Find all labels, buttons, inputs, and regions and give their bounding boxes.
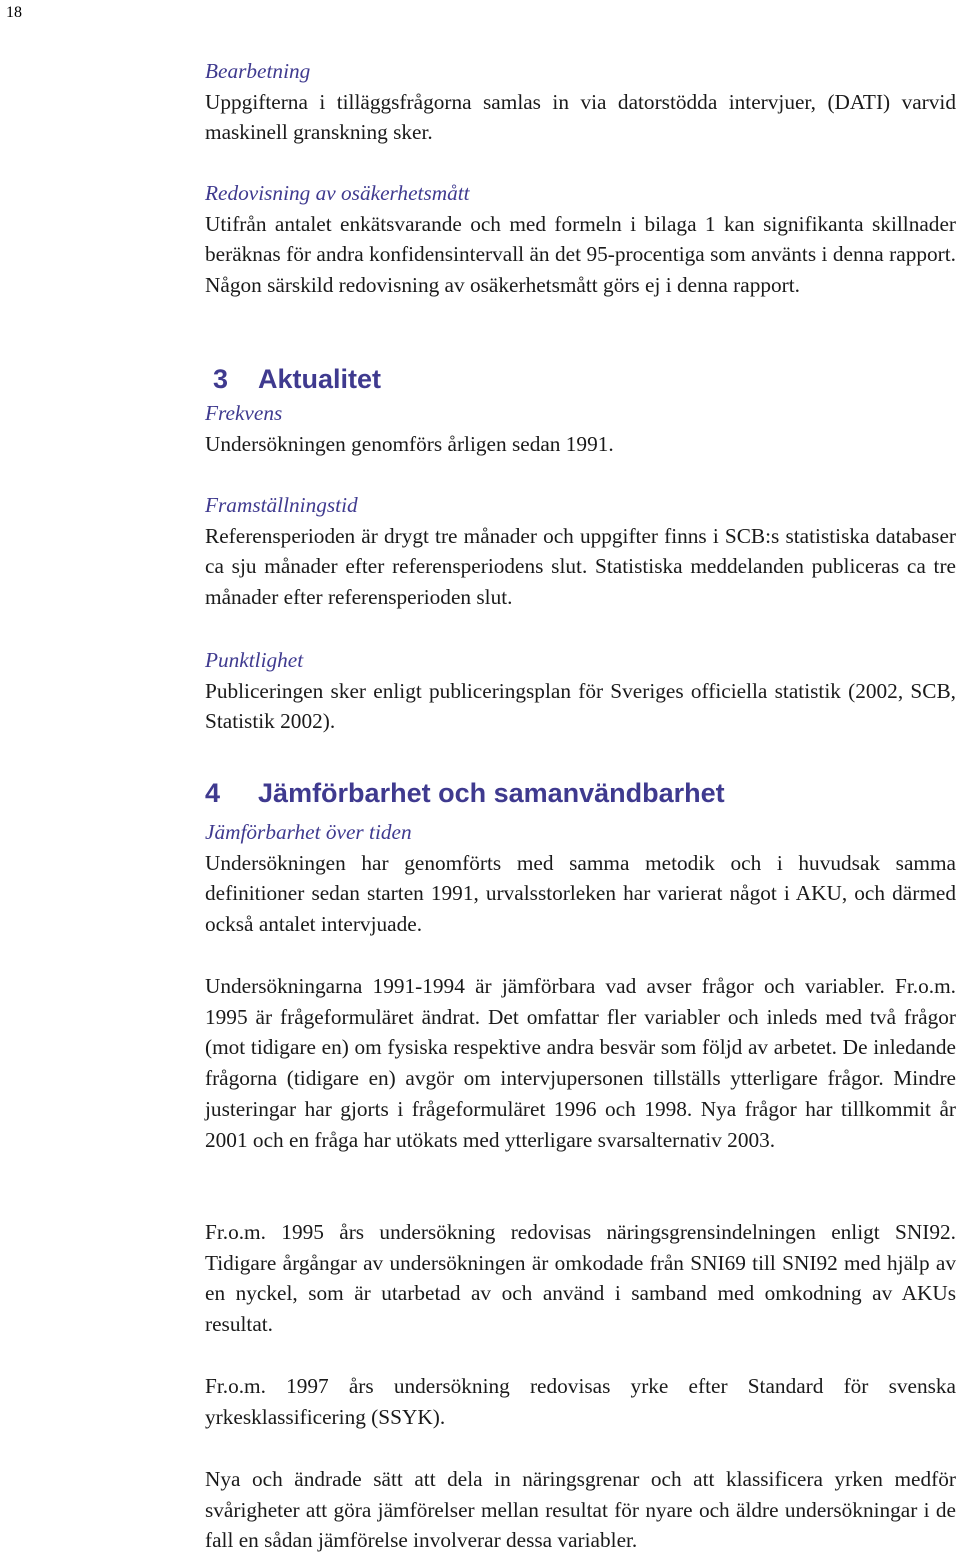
subheading-redovisning: Redovisning av osäkerhetsmått — [205, 181, 470, 205]
subsection-punktlighet — [205, 645, 956, 737]
subheading-punktlighet: Punktlighet — [205, 648, 304, 672]
paragraph-2: Undersökningarna 1991-1994 är jämförbara vad avser frågor och variabler. Fr.o.m. 1995 är frågeformuläret ändrat. Det omfattar fler variabler och inleds med två frågor (mot tidigare en) om fysiska respektive andra besvär som följd av arbetet. De inledande frågorna (tidigare en) avgör om intervjupersonen tillställs ytterligare frågor. Mindre justeringar har gjorts i frågeformuläret 1996 och 1998. Nya frågor har tillkommit år 2001 och en fråga har utökats med ytterligare svarsalternativ 2003. — [205, 974, 956, 1152]
section-redovisning — [205, 178, 956, 301]
subheading-frekvens: Frekvens — [205, 401, 283, 425]
paragraph-block-3 — [205, 1217, 956, 1340]
section-heading-jamforbarhet — [205, 777, 725, 809]
section-number: 3 — [213, 364, 229, 394]
section-number: 4 — [205, 778, 221, 808]
section-bearbetning — [205, 56, 956, 148]
paragraph-punktlighet: Publiceringen sker enligt publiceringsplan för Sveriges officiella statistik (2002, SCB, Statistik 2002). — [205, 678, 956, 734]
paragraph-3: Fr.o.m. 1995 års undersökning redovisas näringsgrensindelningen enligt SNI92. Tidigare årgångar av undersökningen är omkodade från SNI69 till SNI92 med hjälp av en nyckel, som är utarbetad av och använd i samband med omkodning av AKUs resultat. — [205, 1220, 956, 1337]
paragraph-bearbetning: Uppgifterna i tilläggsfrågorna samlas in via datorstödda intervjuer, (DATI) varvid maskinell granskning sker. — [205, 89, 956, 145]
paragraph-block-2 — [205, 971, 956, 1155]
subheading-bearbetning: Bearbetning — [205, 59, 311, 83]
paragraph-5: Nya och ändrade sätt att dela in näringsgrenar och att klassificera yrken medför svårigheter att göra jämförelser mellan resultat för nyare och äldre undersökningar i de fall en sådan jämförelse involverar dessa variabler. — [205, 1467, 956, 1553]
paragraph-frekvens: Undersökningen genomförs årligen sedan 1991. — [205, 431, 614, 456]
paragraph-redovisning: Utifrån antalet enkätsvarande och med formeln i bilaga 1 kan signifikanta skillnader beräknas för andra konfidensintervall än det 95-procentiga som använts i denna rapport. Någon särskild redovisning av osäkerhetsmått görs ej i denna rapport. — [205, 211, 956, 298]
paragraph-block-5 — [205, 1464, 956, 1556]
page-number: 18 — [6, 4, 22, 21]
subheading-over-tiden: Jämförbarhet över tiden — [205, 820, 412, 844]
paragraph-1: Undersökningen har genomförts med samma metodik och i huvudsak samma definitioner sedan starten 1991, urvalsstorleken har varierat något i AKU, och därmed också antalet intervjuade. — [205, 850, 956, 937]
paragraph-framstallningstid: Referensperioden är drygt tre månader och uppgifter finns i SCB:s statistiska databaser ca sju månader efter referensperiodens slut. Statistiska meddelanden publiceras ca tre månader efter referensperioden slut. — [205, 523, 956, 610]
subsection-frekvens — [205, 398, 956, 459]
subsection-over-tiden — [205, 817, 956, 940]
section-title: Aktualitet — [258, 364, 382, 394]
section-title: Jämförbarhet och samanvändbarhet — [258, 778, 725, 808]
subheading-framstallningstid: Framställningstid — [205, 493, 358, 517]
paragraph-4: Fr.o.m. 1997 års undersökning redovisas yrke efter Standard för svenska yrkesklassificering (SSYK). — [205, 1374, 956, 1429]
section-heading-aktualitet — [213, 363, 381, 395]
paragraph-block-4 — [205, 1371, 956, 1432]
subsection-framstallningstid — [205, 490, 956, 613]
